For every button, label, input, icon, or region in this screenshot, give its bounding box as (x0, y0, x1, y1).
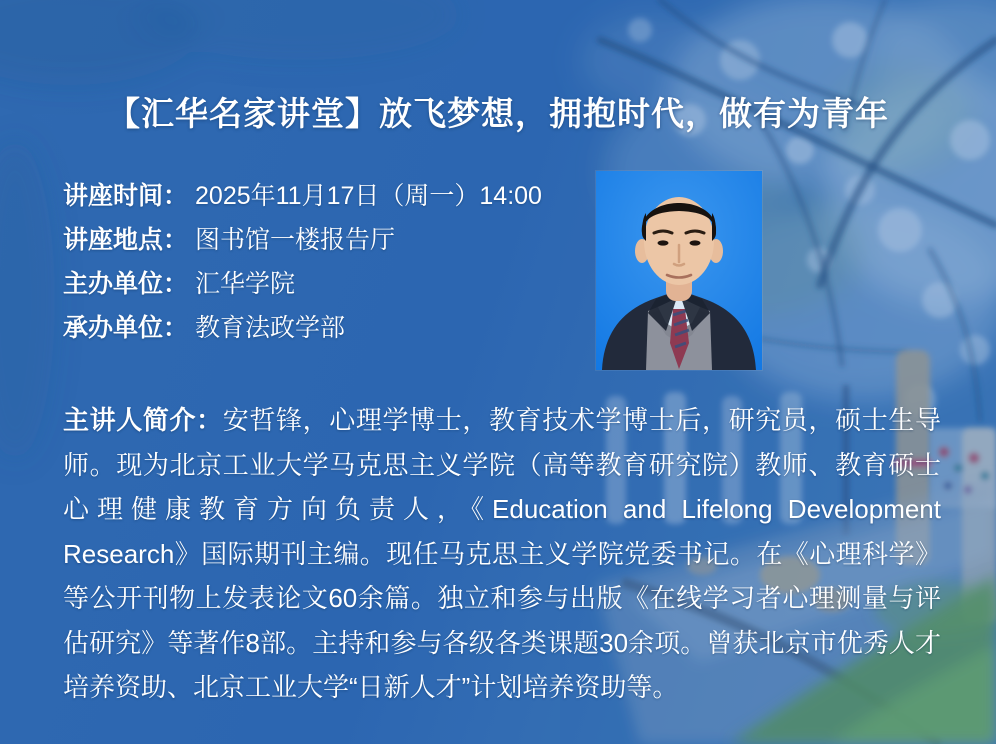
organizer-row (63, 262, 583, 306)
speaker-bio-text: 安哲锋，心理学博士，教育技术学博士后，研究员，硕士生导师。现为北京工业大学马克思主义学院（高等教育研究院）教师、教育硕士心理健康教育方向负责人，《Education and Lifelong Development Research》国际期刊主编。现任马克思主义学院党委书记。在《心理科学》等公开刊物上发表论文60余篇。独立和参与出版《在线学习者心理测量与评估研究》等著作8部。主持和参与各级各类课题30余项。曾获北京市优秀人才培养资助、北京工业大学“日新人才”计划培养资助等。 (63, 405, 941, 702)
speaker-portrait-image (596, 171, 762, 370)
lecture-time-label: 讲座时间： (63, 182, 189, 210)
lecture-location-label: 讲座地点： (63, 226, 189, 254)
lecture-info-list (63, 174, 583, 350)
lecture-location-value: 图书馆一楼报告厅 (195, 226, 396, 254)
co-organizer-row (63, 306, 583, 350)
speaker-photo (596, 171, 762, 370)
poster-title: 【汇华名家讲堂】放飞梦想，拥抱时代，做有为青年 (107, 95, 889, 132)
lecture-time-row (63, 174, 583, 218)
organizer-value: 汇华学院 (195, 270, 296, 298)
speaker-bio-label: 主讲人简介： (63, 405, 223, 435)
speaker-bio (63, 398, 941, 710)
co-organizer-label: 承办单位： (63, 314, 189, 342)
co-organizer-value: 教育法政学部 (195, 314, 346, 342)
lecture-location-row (63, 218, 583, 262)
organizer-label: 主办单位： (63, 270, 189, 298)
lecture-time-value: 2025年11月17日（周一）14:00 (195, 182, 542, 210)
